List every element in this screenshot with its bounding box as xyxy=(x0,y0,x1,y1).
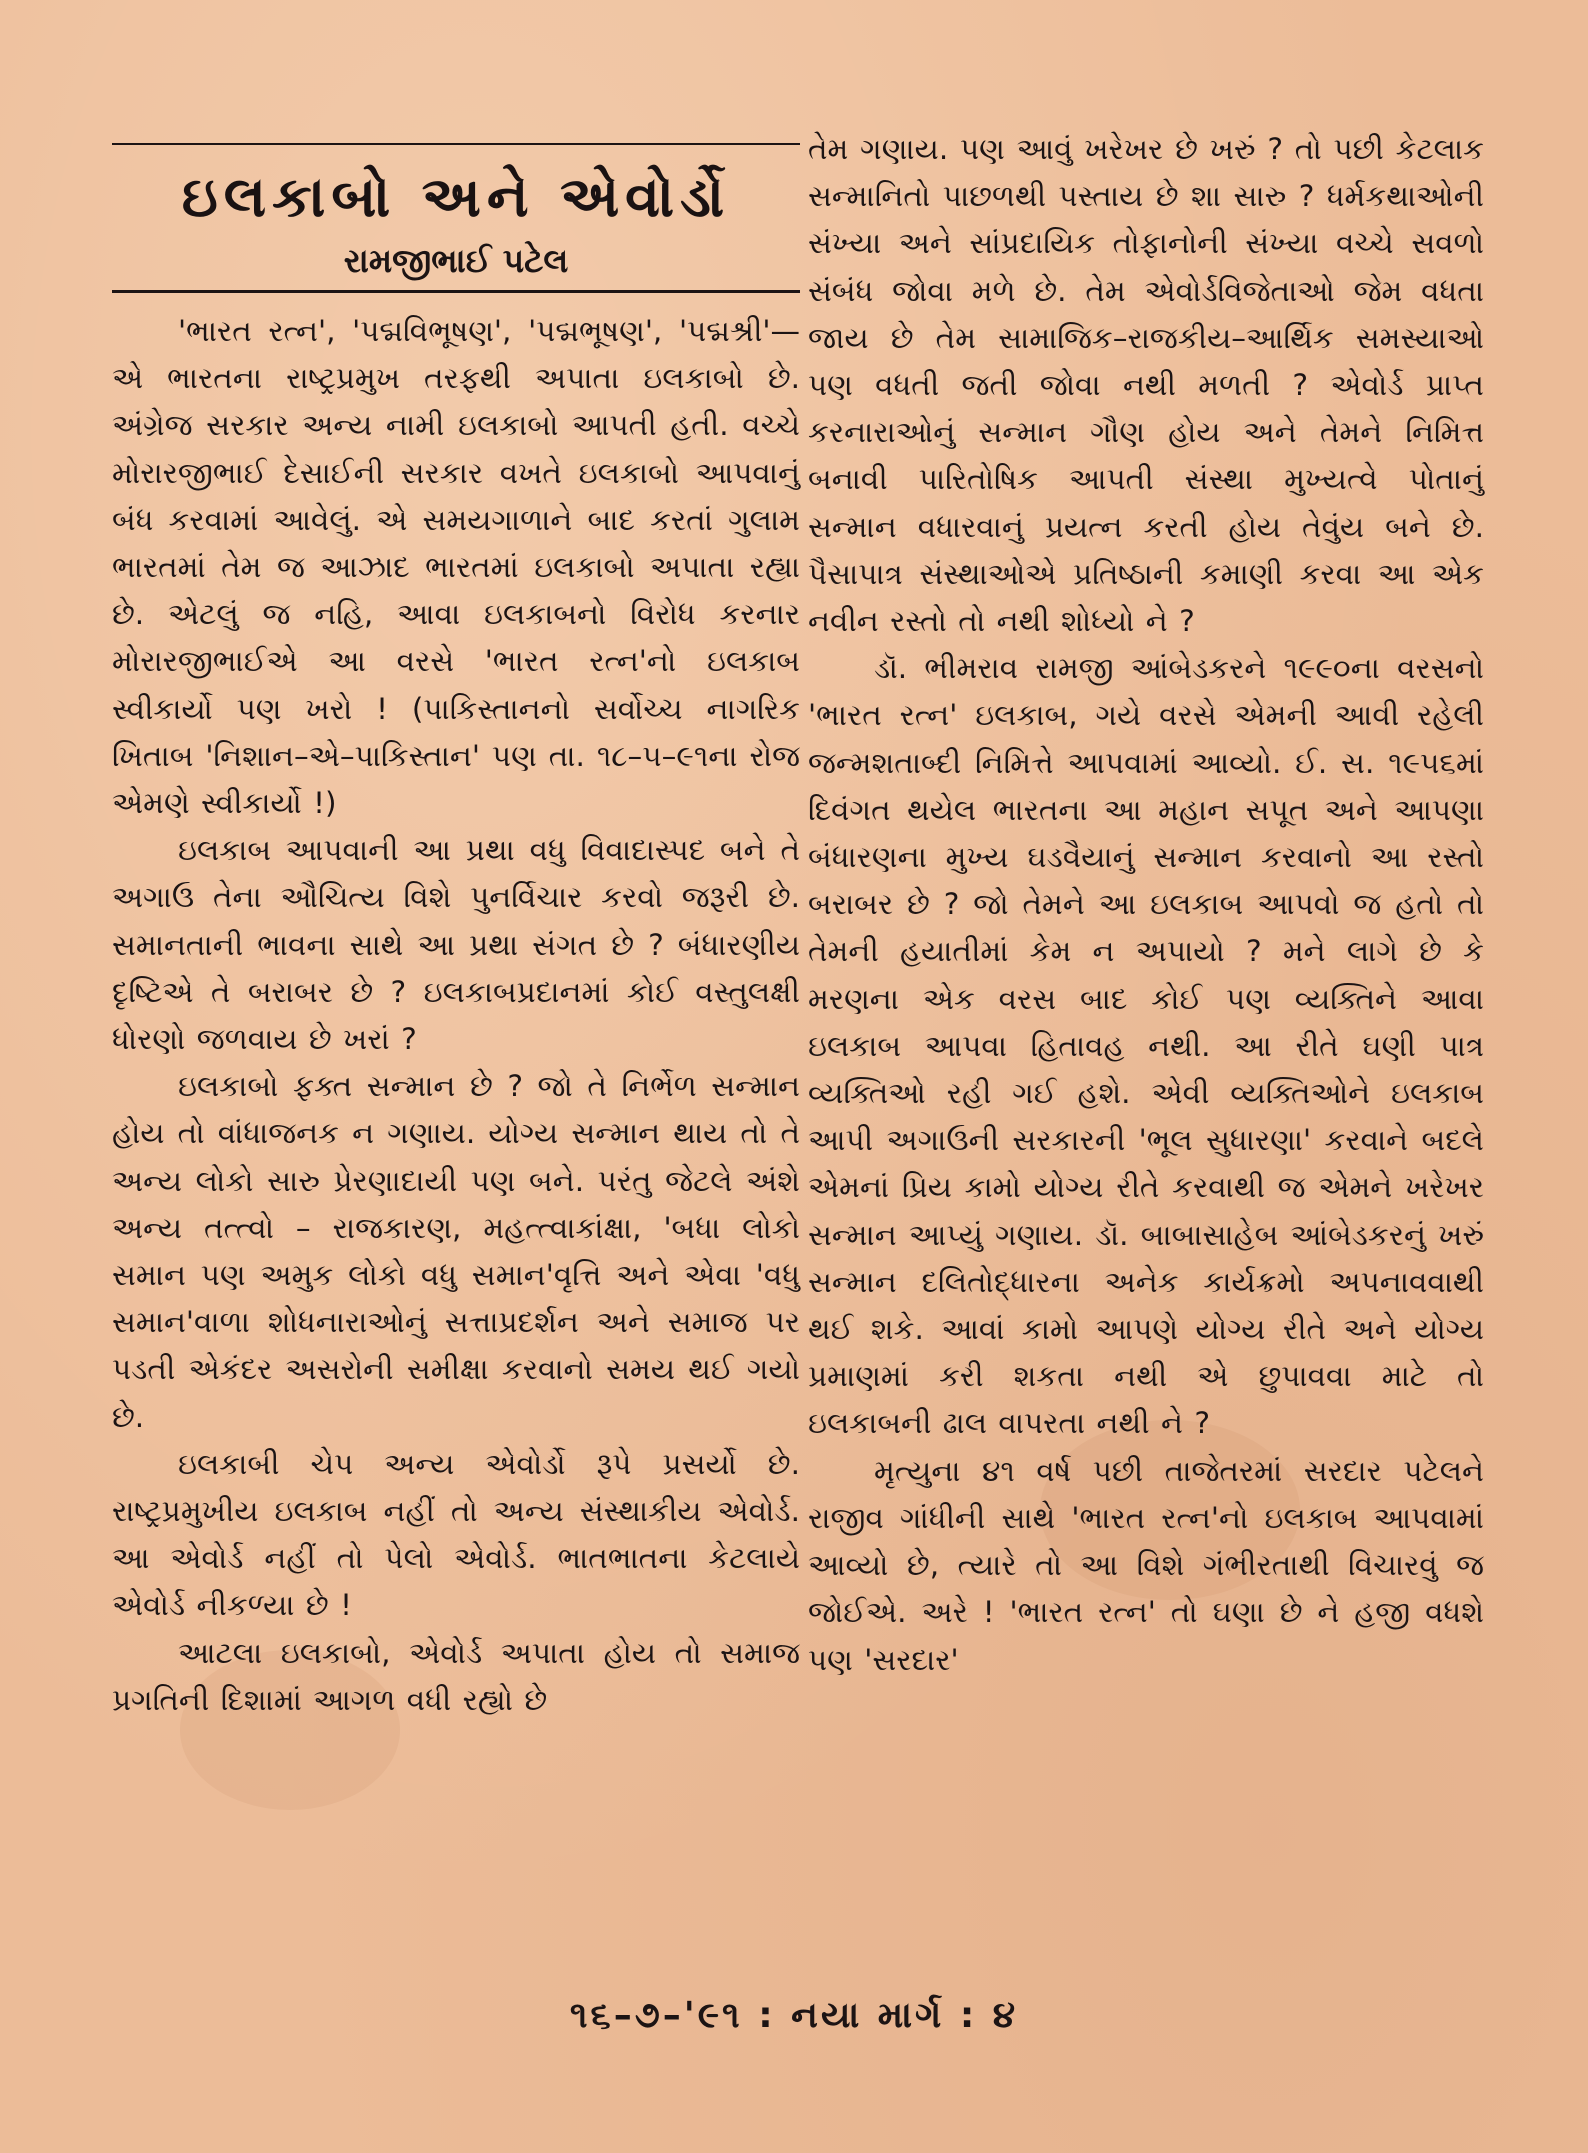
paragraph: ઇલકાબી ચેપ અન્ય એવોર્ડો રૂપે પ્રસર્યો છે. રાષ્ટ્રપ્રમુખીય ઇલકાબ નહીં તો અન્ય સંસ્થાકીય એવોર્ડ. આ એવોર્ડ નહીં તો પેલો એવોર્ડ. ભાતભાતના કેટલાયે એવોર્ડ નીકળ્યા છે ! xyxy=(112,1446,800,1623)
left-column xyxy=(112,308,800,1724)
right-column xyxy=(808,126,1484,1684)
page-footer: ૧૬–૭–'૯૧ : નયા માર્ગ : ૪ xyxy=(569,1995,1019,2036)
paragraph: ડૉ. ભીમરાવ રામજી આંબેડકરને ૧૯૯૦ના વરસનો 'ભારત રત્ન' ઇલકાબ, ગયે વરસે એમની આવી રહેલી જન્મશતાબ્દી નિમિત્તે આપવામાં આવ્યો. ઈ. સ. ૧૯૫૬માં દિવંગત થયેલ ભારતના આ મહાન સપૂત અને આપણા બંધારણના મુખ્ય ઘડવૈયાનું સન્માન કરવાનો આ રસ્તો બરાબર છે ? જો તેમને આ ઇલકાબ આપવો જ હતો તો તેમની હયાતીમાં કેમ ન અપાયો ? મને લાગે છે કે મરણના એક વરસ બાદ કોઈ પણ વ્યક્તિને આવા ઇલકાબ આપવા હિતાવહ નથી. આ રીતે ઘણી પાત્ર વ્યક્તિઓ રહી ગઈ હશે. એવી વ્યક્તિઓને ઇલકાબ આપી અગાઉની સરકારની 'ભૂલ સુધારણા' કરવાને બદલે એમનાં પ્રિય કામો યોગ્ય રીતે કરવાથી જ એમને ખરેખર સન્માન આપ્યું ગણાય. ડૉ. બાબાસાહેબ આંબેડકરનું ખરું સન્માન દલિતોદ્ધારના અનેક કાર્યક્રમો અપનાવવાથી થઈ શકે. આવાં કામો આપણે યોગ્ય રીતે અને યોગ્ય પ્રમાણમાં કરી શકતા નથી એ છુપાવવા માટે તો ઇલકાબની ઢાલ વાપરતા નથી ને ? xyxy=(808,651,1484,1441)
paragraph: મૃત્યુના ૪૧ વર્ષ પછી તાજેતરમાં સરદાર પટેલને રાજીવ ગાંધીની સાથે 'ભારત રત્ન'નો ઇલકાબ આપવામાં આવ્યો છે, ત્યારે તો આ વિશે ગંભીરતાથી વિચારવું જ જોઈએ. અરે ! 'ભારત રત્ન' તો ઘણા છે ને હજી વધશે પણ 'સરદાર' xyxy=(808,1453,1484,1677)
article-title: ઇલકાબો અને એવોર્ડો xyxy=(181,165,731,230)
paragraph: 'ભારત રત્ન', 'પદ્મવિભૂષણ', 'પદ્મભૂષણ', 'પદ્મશ્રી'—એ ભારતના રાષ્ટ્રપ્રમુખ તરફથી અપાતા ઇલકાબો છે. અંગ્રેજ સરકાર અન્ય નામી ઇલકાબો આપતી હતી. વચ્ચે મોરારજીભાઈ દેસાઈની સરકાર વખતે ઇલકાબો આપવાનું બંધ કરવામાં આવેલું. એ સમયગાળાને બાદ કરતાં ગુલામ ભારતમાં તેમ જ આઝાદ ભારતમાં ઇલકાબો અપાતા રહ્યા છે. એટલું જ નહિ, આવા ઇલકાબનો વિરોધ કરનાર મોરારજીભાઈએ આ વરસે 'ભારત રત્ન'નો ઇલકાબ સ્વીકાર્યો પણ ખરો ! (પાકિસ્તાનનો સર્વોચ્ચ નાગરિક ખિતાબ 'નિશાન–એ–પાકિસ્તાન' પણ તા. ૧૮–૫–૯૧ના રોજ એમણે સ્વીકાર્યો !) xyxy=(112,314,800,821)
title-top-rule xyxy=(112,143,800,145)
paragraph: ઇલકાબો ફક્ત સન્માન છે ? જો તે નિર્ભેળ સન્માન હોય તો વાંધાજનક ન ગણાય. યોગ્ય સન્માન થાય તો તે અન્ય લોકો સારુ પ્રેરણાદાયી પણ બને. પરંતુ જેટલે અંશે અન્ય તત્ત્વો – રાજકારણ, મહત્ત્વાકાંક્ષા, 'બધા લોકો સમાન પણ અમુક લોકો વધુ સમાન'વૃત્તિ અને એવા 'વધુ સમાન'વાળા શોધનારાઓનું સત્તાપ્રદર્શન અને સમાજ પર પડતી એકંદર અસરોની સમીક્ષા કરવાનો સમય થઈ ગયો છે. xyxy=(112,1069,800,1434)
title-bottom-rule xyxy=(112,290,800,293)
article-author: રામજીભાઈ પટેલ xyxy=(343,241,569,280)
paragraph: તેમ ગણાય. પણ આવું ખરેખર છે ખરું ? તો પછી કેટલાક સન્માનિતો પાછળથી પસ્તાય છે શા સારુ ? ધર્મકથાઓની સંખ્યા અને સાંપ્રદાયિક તોફાનોની સંખ્યા વચ્ચે સવળો સંબંધ જોવા મળે છે. તેમ એવોર્ડવિજેતાઓ જેમ વધતા જાય છે તેમ સામાજિક–રાજકીય–આર્થિક સમસ્યાઓ પણ વધતી જતી જોવા નથી મળતી ? એવોર્ડ પ્રાપ્ત કરનારાઓનું સન્માન ગૌણ હોય અને તેમને નિમિત્ત બનાવી પારિતોષિક આપતી સંસ્થા મુખ્યત્વે પોતાનું સન્માન વધારવાનું પ્રયત્ન કરતી હોય તેવુંય બને છે. પૈસાપાત્ર સંસ્થાઓએ પ્રતિષ્ઠાની કમાણી કરવા આ એક નવીન રસ્તો તો નથી શોધ્યો ને ? xyxy=(808,132,1484,639)
paragraph: આટલા ઇલકાબો, એવોર્ડ અપાતા હોય તો સમાજ પ્રગતિની દિશામાં આગળ વધી રહ્યો છે xyxy=(112,1635,800,1717)
paragraph: ઇલકાબ આપવાની આ પ્રથા વધુ વિવાદાસ્પદ બને તે અગાઉ તેના ઔચિત્ય વિશે પુનર્વિચાર કરવો જરૂરી છે. સમાનતાની ભાવના સાથે આ પ્રથા સંગત છે ? બંધારણીય દૃષ્ટિએ તે બરાબર છે ? ઇલકાબપ્રદાનમાં કોઈ વસ્તુલક્ષી ધોરણો જળવાય છે ખરાં ? xyxy=(112,833,800,1057)
